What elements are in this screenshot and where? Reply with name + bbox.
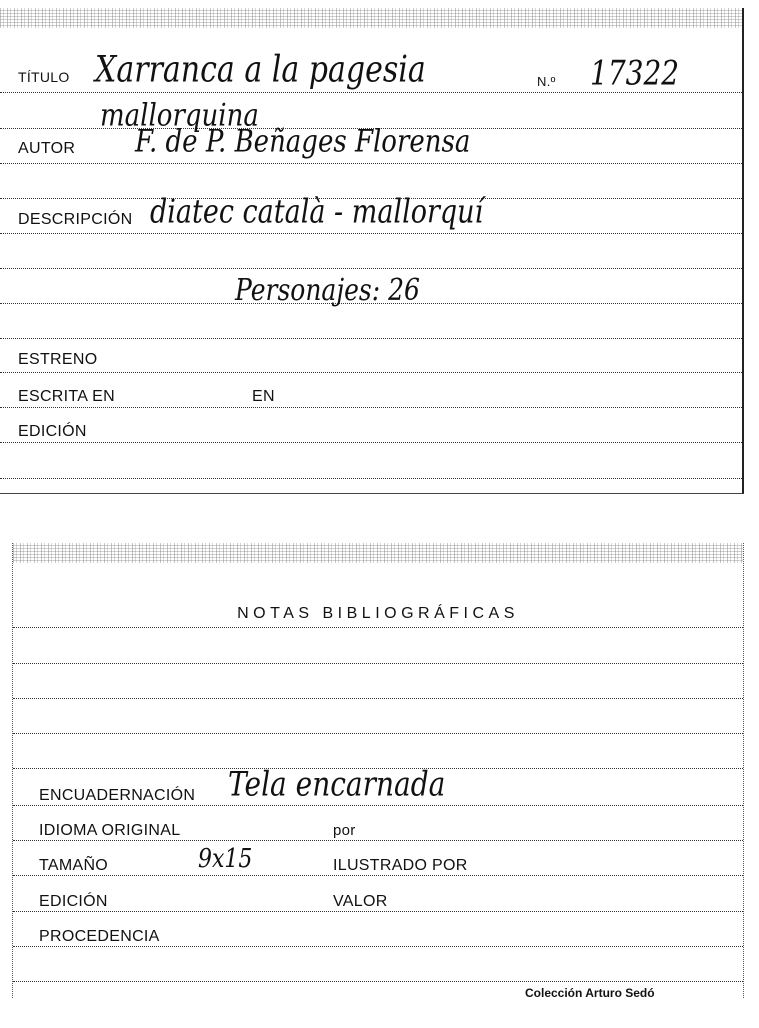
encuadernacion-label: ENCUADERNACIÓN bbox=[39, 787, 196, 804]
tamano-label: TAMAÑO bbox=[39, 857, 109, 874]
ruled-line bbox=[0, 478, 742, 479]
autor-value: F. de P. Beñages Florensa bbox=[135, 124, 471, 160]
personajes-note: Personajes: 26 bbox=[235, 272, 420, 307]
ruled-line bbox=[13, 733, 743, 734]
card-top-edge bbox=[0, 8, 742, 28]
ruled-line bbox=[13, 875, 743, 876]
estreno-label: ESTRENO bbox=[18, 351, 98, 368]
catalog-card-main bbox=[0, 8, 744, 494]
ruled-line bbox=[0, 163, 742, 164]
encuadernacion-value: Tela encarnada bbox=[228, 764, 446, 804]
ruled-line bbox=[0, 407, 742, 408]
titulo-value-line2: mallorquina bbox=[100, 98, 259, 134]
ruled-line bbox=[13, 911, 743, 912]
ruled-line bbox=[13, 698, 743, 699]
edicion-label-2: EDICIÓN bbox=[39, 893, 108, 910]
ilustrado-label: ILUSTRADO POR bbox=[333, 857, 468, 874]
ruled-line bbox=[13, 981, 743, 982]
ruled-line bbox=[13, 840, 743, 841]
procedencia-label: PROCEDENCIA bbox=[39, 928, 160, 945]
ruled-line bbox=[0, 233, 742, 234]
tamano-value: 9x15 bbox=[198, 844, 253, 874]
escrita-en-label: ESCRITA EN bbox=[18, 388, 115, 405]
collection-credit: Colección Arturo Sedó bbox=[525, 986, 655, 1000]
ruled-line bbox=[13, 946, 743, 947]
en-label: EN bbox=[252, 388, 275, 405]
autor-label: AUTOR bbox=[18, 140, 76, 157]
titulo-label: TÍTULO bbox=[18, 69, 70, 85]
ruled-line bbox=[0, 372, 742, 373]
ruled-line bbox=[13, 627, 743, 628]
valor-label: VALOR bbox=[333, 893, 388, 910]
ruled-line bbox=[13, 805, 743, 806]
titulo-value-line1: Xarranca a la pagesia bbox=[95, 49, 426, 91]
idioma-label: IDIOMA ORIGINAL bbox=[39, 822, 181, 839]
por-label: por bbox=[333, 822, 356, 839]
descripcion-value: diatec català - mallorquí bbox=[150, 193, 484, 231]
descripcion-label: DESCRIPCIÓN bbox=[18, 211, 133, 228]
edicion-label: EDICIÓN bbox=[18, 423, 87, 440]
ruled-line bbox=[13, 663, 743, 664]
ruled-line bbox=[0, 338, 742, 339]
card-top-edge bbox=[13, 543, 743, 563]
ruled-line bbox=[0, 442, 742, 443]
ruled-line bbox=[0, 268, 742, 269]
catalog-card-notes bbox=[12, 543, 744, 998]
number-label: N.º bbox=[537, 74, 556, 89]
catalog-number: 17322 bbox=[590, 53, 680, 93]
notas-heading: NOTAS BIBLIOGRÁFICAS bbox=[237, 605, 519, 622]
